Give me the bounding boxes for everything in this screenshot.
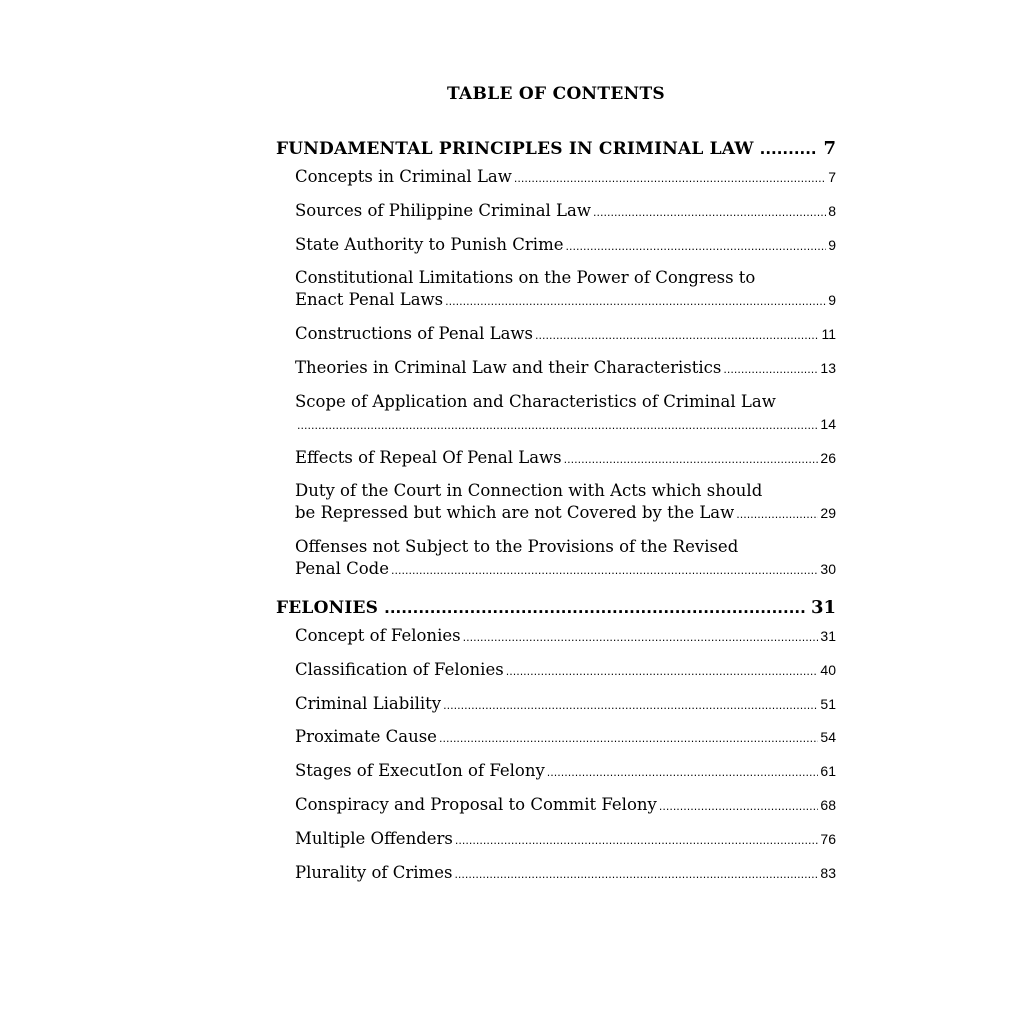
toc-entry[interactable] [276, 323, 836, 347]
dot-leader [736, 504, 818, 526]
dot-leader [439, 728, 818, 750]
dot-leader [454, 864, 818, 886]
dot-leader [535, 325, 819, 347]
toc-entry[interactable] [276, 357, 836, 381]
toc-entry[interactable] [276, 480, 836, 526]
entry-line [295, 659, 836, 683]
toc-entry[interactable] [276, 166, 836, 190]
dot-leader [514, 168, 826, 190]
entry-page-number: 76 [820, 830, 836, 847]
toc-entry[interactable] [276, 794, 836, 818]
entry-page-number: 54 [820, 729, 836, 746]
entry-title-line: Constitutional Limitations on the Power of Congress to [295, 268, 756, 288]
dot-leader [564, 449, 819, 471]
entry-page-number: 14 [820, 415, 836, 432]
entry-line [295, 558, 836, 582]
entry-title: Classification of Felonies [295, 659, 504, 679]
entry-line [295, 794, 836, 818]
dot-leader [297, 415, 818, 437]
entry-title: Concepts in Criminal Law [295, 167, 512, 186]
dot-leader [445, 291, 826, 313]
toc-entry[interactable] [276, 267, 836, 313]
entry-title: Penal Code [295, 559, 389, 579]
section-page-number: 7 [823, 138, 836, 159]
section-heading[interactable] [276, 597, 836, 621]
entry-title: Sources of Philippine Criminal Law [295, 200, 591, 220]
entry-page-number: 40 [820, 661, 836, 678]
entry-page-number: 8 [828, 202, 836, 219]
dot-leader [659, 796, 819, 818]
dot-leader [455, 830, 819, 852]
toc-entry[interactable] [276, 200, 836, 224]
entry-page-number: 68 [820, 796, 836, 813]
entry-title: Effects of Repeal Of Penal Laws [295, 447, 562, 467]
toc-entry[interactable] [276, 536, 836, 582]
entry-page-number: 83 [820, 864, 836, 881]
toc-entry[interactable] [276, 391, 836, 437]
entry-line [295, 289, 836, 313]
entry-title: Stages of ExecutIon of Felony [295, 761, 545, 781]
dot-leader [566, 236, 827, 258]
entry-title: Plurality of Crimes [295, 862, 453, 882]
entry-title: Proximate Cause [295, 727, 437, 747]
entry-title: State Authority to Punish Crime [295, 234, 564, 254]
toc-section [276, 597, 836, 895]
entry-line [295, 447, 836, 471]
entry-title: be Repressed but which are not Covered by the Law [295, 503, 735, 523]
page-title: TABLE OF CONTENTS [447, 84, 665, 104]
dot-leader [723, 359, 818, 381]
entry-page-number: 9 [828, 236, 836, 253]
entry-line [295, 502, 836, 526]
entry-page-number: 51 [820, 695, 836, 712]
dot-leader [593, 202, 826, 224]
entry-page-number: 30 [820, 561, 836, 578]
entry-title: Multiple Offenders [295, 828, 453, 848]
entry-line [295, 862, 836, 886]
entry-page-number: 61 [820, 763, 836, 780]
entry-line [295, 323, 836, 347]
entry-line [295, 760, 836, 784]
toc-entry[interactable] [276, 625, 836, 649]
entry-line [295, 357, 836, 381]
entry-title: Conspiracy and Proposal to Commit Felony [295, 794, 657, 814]
dot-leader [547, 762, 819, 784]
entry-line [295, 828, 836, 852]
entry-title: Constructions of Penal Laws [295, 324, 534, 344]
entry-title: Criminal Liability [295, 693, 442, 713]
section-title: FUNDAMENTAL PRINCIPLES IN CRIMINAL LAW [276, 139, 754, 159]
entry-page-number: 29 [820, 505, 836, 522]
entry-line [295, 166, 836, 190]
entry-title-line: Duty of the Court in Connection with Acts which should [295, 481, 763, 501]
entry-title: Theories in Criminal Law and their Characteristics [295, 357, 722, 377]
entry-page-number: 7 [828, 169, 836, 185]
toc-entry[interactable] [276, 693, 836, 717]
entry-page-number: 11 [821, 326, 836, 343]
entry-line [295, 625, 836, 649]
dot-leader [384, 599, 805, 617]
entry-line [295, 200, 836, 224]
entry-title: Concept of Felonies [295, 626, 461, 645]
entry-title: Enact Penal Laws [295, 290, 444, 310]
toc-section [276, 138, 836, 592]
entry-line [295, 413, 836, 437]
dot-leader [463, 627, 819, 649]
entry-page-number: 9 [828, 292, 836, 309]
dot-leader [391, 560, 818, 582]
entry-line [295, 726, 836, 750]
entry-line [295, 234, 836, 258]
entry-page-number: 26 [820, 449, 836, 466]
section-page-number: 31 [810, 597, 836, 618]
toc-entry[interactable] [276, 862, 836, 886]
section-title: FELONIES [276, 598, 379, 618]
section-heading[interactable] [276, 138, 836, 162]
toc-entry[interactable] [276, 828, 836, 852]
toc-entry[interactable] [276, 234, 836, 258]
dot-leader [760, 140, 818, 158]
dot-leader [506, 661, 819, 683]
toc-entry[interactable] [276, 659, 836, 683]
toc-entry[interactable] [276, 760, 836, 784]
entry-title-line: Offenses not Subject to the Provisions of the Revised [295, 537, 739, 557]
entry-page-number: 13 [820, 359, 836, 376]
toc-entry[interactable] [276, 447, 836, 471]
toc-entry[interactable] [276, 726, 836, 750]
entry-page-number: 31 [820, 628, 836, 644]
dot-leader [443, 695, 818, 717]
entry-line [295, 693, 836, 717]
entry-title-line: Scope of Application and Characteristics of Criminal Law [295, 391, 776, 411]
